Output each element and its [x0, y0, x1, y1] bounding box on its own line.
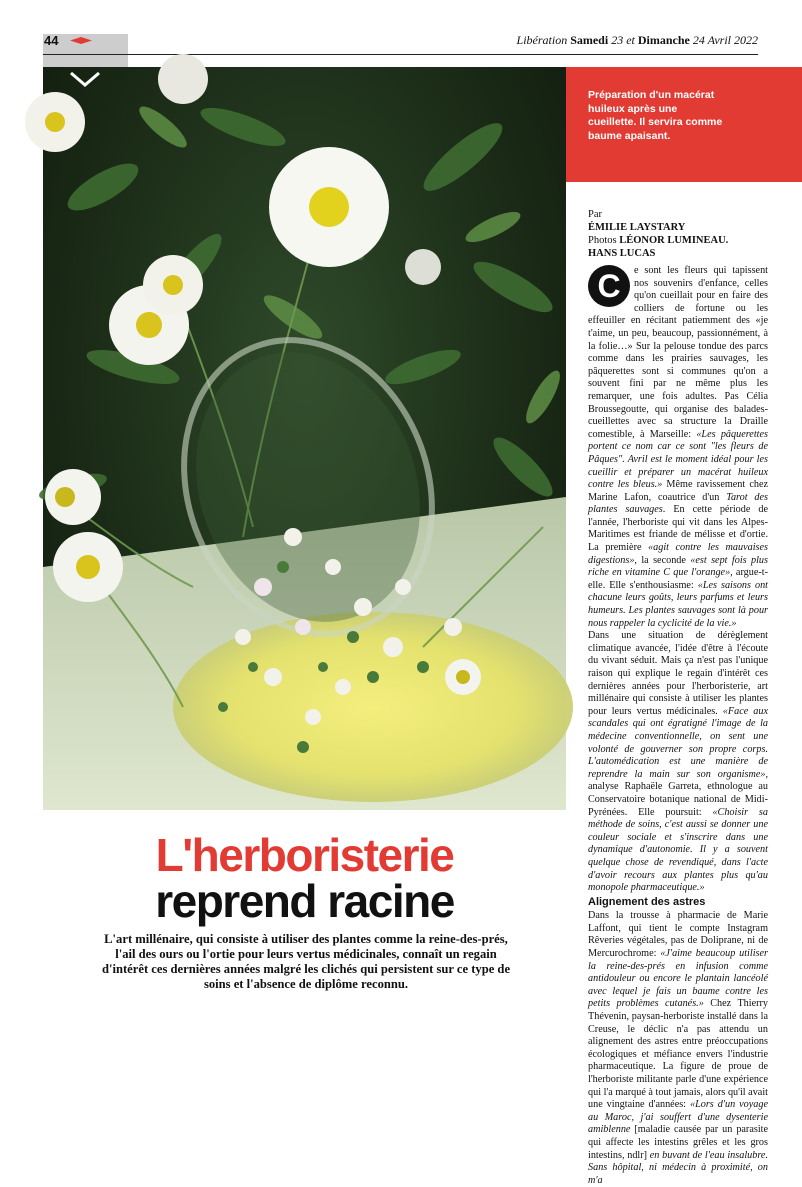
chevron-down-icon[interactable]	[43, 67, 128, 101]
p1-quote-3: «est sept fois plus riche en vitamine C que l'orange»	[588, 554, 768, 579]
day-one: Samedi	[570, 33, 609, 47]
standfirst: L'art millénaire, qui consiste à utiliser des plantes comme la reine-des-prés, l'ail des ours ou l'ortie pour leurs vertus médicinales, connaît un regain d'intérêt ces dernières années malgré les clichés qui persistent sur ce type de soins et l'absence de diplôme reconnu.	[101, 932, 511, 992]
p2-text-a: Dans une situation de dérèglement climatique avancée, l'idée d'être à l'écoute du vivant séduit. Mais ça n'est pas l'unique raison qui explique le regain d'intérêt ces dernières années pour l'herboristerie, art millénaire qui consiste à utiliser les plantes pour leurs vertus médicinales.	[588, 630, 768, 717]
drop-cap: C	[588, 265, 630, 307]
day-two: Dimanche	[637, 33, 690, 47]
date-two: 24 Avril 2022	[692, 33, 758, 47]
p3-quote-2: «Lors d'un voyage au Maroc, j'ai souffert d'une dysenterie amiblenne	[588, 1099, 768, 1136]
date-conjunction: et	[626, 33, 635, 47]
headline-line-1: L'herboristerie	[155, 829, 454, 881]
paragraph-3	[588, 910, 768, 1187]
p1-text-b: Même ravissement chez Marine Lafon, coautrice d'un	[588, 479, 768, 503]
diamond-icon	[70, 37, 92, 44]
p3-text-c: [maladie causée par un parasite qui affecte les intestins grêles et les gros intestins, ndlr]	[588, 1124, 768, 1161]
byline	[588, 208, 768, 261]
p3-text-b: Chez Thierry Thévenin, paysan-herboriste installé dans la Creuse, le déclic n'a pas attendu un alignement des astres entre préoccupations écologiques et méfiance envers l'industrie pharmaceutique. La figure de proue de l'herboriste militante parle d'une expérience qui l'a marqué à tout jamais, alors qu'il avait une vingtaine d'années:	[588, 998, 768, 1111]
photo-caption: Préparation d'un macérat huileux après une cueillette. Il servira comme baume apaisant.	[588, 89, 723, 142]
p1-text-c: . En cette période de l'année, l'herboriste qui vit dans les Alpes-Maritimes est friande de mélisse et d'ortie. La première	[588, 504, 768, 554]
p1-book-title: Tarot des plantes sauvages	[588, 491, 769, 516]
p1-quote-4: «Les saisons ont chacune leurs goûts, leurs parfums et leurs humeurs. Les plantes sauvages sont là pour nous rappeler la cyclicité de la vie.»	[588, 579, 768, 629]
section-subhead: Alignement des astres	[588, 895, 706, 908]
headline	[43, 829, 566, 927]
agency-name: HANS LUCAS	[588, 248, 656, 260]
paragraph-1	[588, 265, 768, 630]
p2-text-b: , analyse Raphaële Garreta, ethnologue au Conservatoire botanique national de Midi-Pyrénées. Elle poursuit:	[588, 768, 768, 818]
photographer-name: LÉONOR LUMINEAU.	[619, 235, 729, 247]
header-date	[517, 33, 758, 48]
photo-illustration	[43, 67, 566, 810]
author-name: ÉMILIE LAYSTARY	[588, 222, 686, 234]
p3-quote-3: en buvant de l'eau insalubre. Sans hôpital, ni médecin à proximité, on m'a	[588, 1149, 768, 1186]
p1-text-e: , argue-t-elle. Elle s'enthousiasme:	[588, 567, 768, 591]
paragraph-2	[588, 630, 768, 894]
date-one: 23	[611, 33, 624, 47]
photo-caption-box	[566, 67, 802, 182]
p1-quote: «Les pâquerettes portent ce nom car ce sont "les fleurs de Pâques". Avril est le moment idéal pour les cueillir et préparer un macérat huileux contre les bleus.»	[588, 428, 768, 491]
p2-quote: «Face aux scandales qui ont égratigné l'image de la médecine conventionnelle, on sent une volonté de gouverner son propre corps. L'automédication est une manière de reprendre la main sur son organisme»	[588, 705, 768, 780]
article-body	[588, 265, 768, 1187]
p1-text-a: e sont les fleurs qui tapissent nos souvenirs d'enfance, celles qu'on cueillait pour en faire des colliers de fortune ou les effeuiller en récitant patiemment des «je t'aime, un peu, beaucoup, passionnément, à la folie…» Sur la pelouse tondue des parcs comme dans les prairies sauvages, les pâquerettes sont si communes qu'on a souvent fini par ne même plus les remarquer, une fois adultes. Pas Célia Broussegoutte, qui organise des balades-cueillettes avec sa structure la Draille comestible, à Marseille:	[588, 265, 768, 440]
headline-line-2: reprend racine	[155, 875, 454, 927]
p1-quote-2: «agit contre les mauvaises digestions»	[588, 542, 768, 566]
byline-par: Par	[588, 209, 602, 220]
photos-label: Photos	[588, 235, 617, 247]
p2-quote-2: «Choisir sa méthode de soins, c'est aussi se donner une couleur sociale et s'inscrire dans une dynamique d'autonomie. Il y a souvent quelque chose de revendiqué, dans l'acte d'avoir recours aux plantes plus qu'au monopole pharmaceutique.»	[588, 806, 768, 894]
page-number: 44	[44, 33, 59, 48]
p3-text-a: Dans la trousse à pharmacie de Marie Laffont, qui tient le compte Instagram Rêveries végétales, pas de Doliprane, ni de Mercurochrome:	[588, 910, 768, 960]
article-photo	[43, 67, 566, 810]
p1-text-d: , la seconde	[634, 554, 691, 566]
header-rule	[43, 54, 758, 55]
photo-credit	[588, 234, 768, 247]
p3-quote: «J'aime beaucoup utiliser la reine-des-prés en infusion comme antidouleur ou encore le plantain lancéolé avec lequel je fais un baume contre les petits problèmes cutanés.»	[588, 948, 768, 1010]
publication-name: Libération	[516, 33, 568, 47]
